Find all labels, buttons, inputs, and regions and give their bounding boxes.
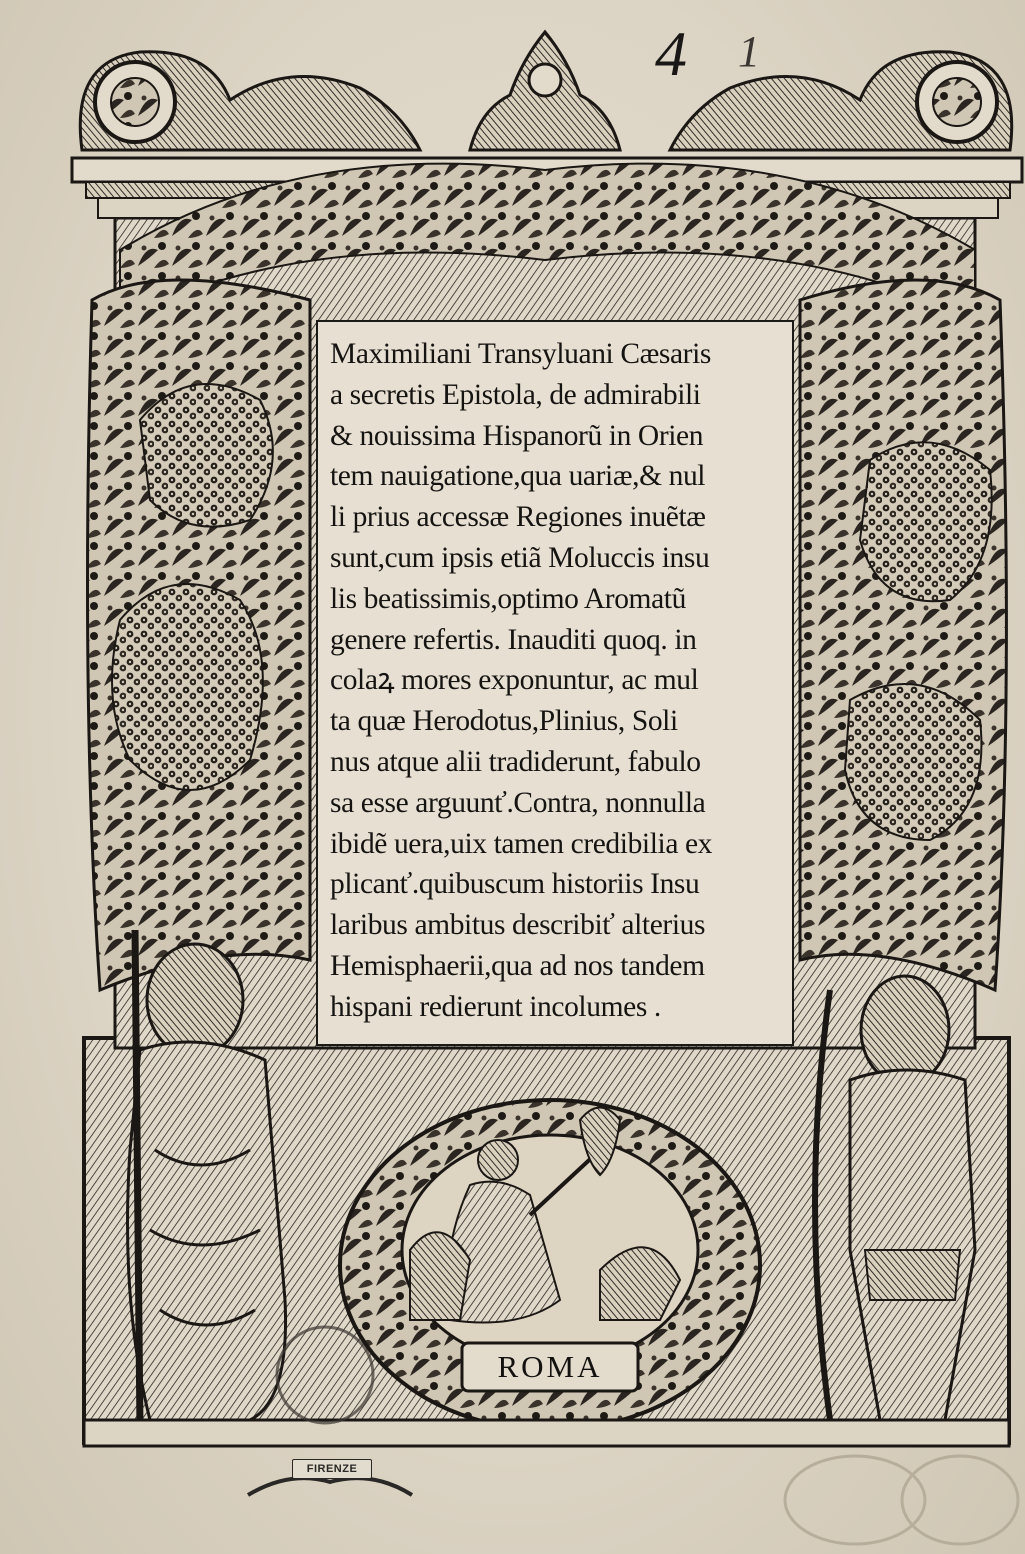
title-line: nus atque alii tradiderunt, fabulo <box>330 745 701 778</box>
title-line: ibidẽ uera,uix tamen credibilia ex <box>330 827 713 860</box>
title-text <box>330 334 785 1028</box>
title-line: lis beatissimis,optimo Aromatũ <box>330 582 686 615</box>
title-line: Maximiliani Transyluani Cæsaris <box>330 338 711 370</box>
title-line: sunt,cum ipsis etiã Moluccis insu <box>330 541 710 574</box>
title-line: plicanť.quibuscum historiis Insu <box>330 868 700 901</box>
title-line: hispani redierunt incolumes . <box>330 990 661 1023</box>
title-line: tem nauigatione,qua uariæ,& nul <box>330 460 706 493</box>
library-stamp: FIRENZE <box>292 1459 372 1479</box>
folio-mark-secondary: 1 <box>738 27 760 76</box>
title-line: a secretis Epistola, de admirabili <box>330 378 701 411</box>
title-line: & nouissima Hispanorũ in Orien <box>330 419 704 452</box>
title-line: Hemisphaerii,qua ad nos tandem <box>330 949 705 982</box>
title-line: laribus ambitus describiť alterius <box>330 909 706 942</box>
imprint-city: ROMA <box>497 1349 603 1384</box>
folio-mark: 4 <box>655 18 687 89</box>
title-line: sa esse arguunť.Contra, nonnulla <box>330 786 706 819</box>
title-line: li prius accessæ Regiones inuẽtæ <box>330 501 706 534</box>
title-line: genere refertis. Inauditi quoq. in <box>330 623 697 656</box>
title-line: ta quæ Herodotus,Plinius, Soli <box>330 705 678 738</box>
title-line: colaꝝ mores exponuntur, ac mul <box>330 664 699 697</box>
